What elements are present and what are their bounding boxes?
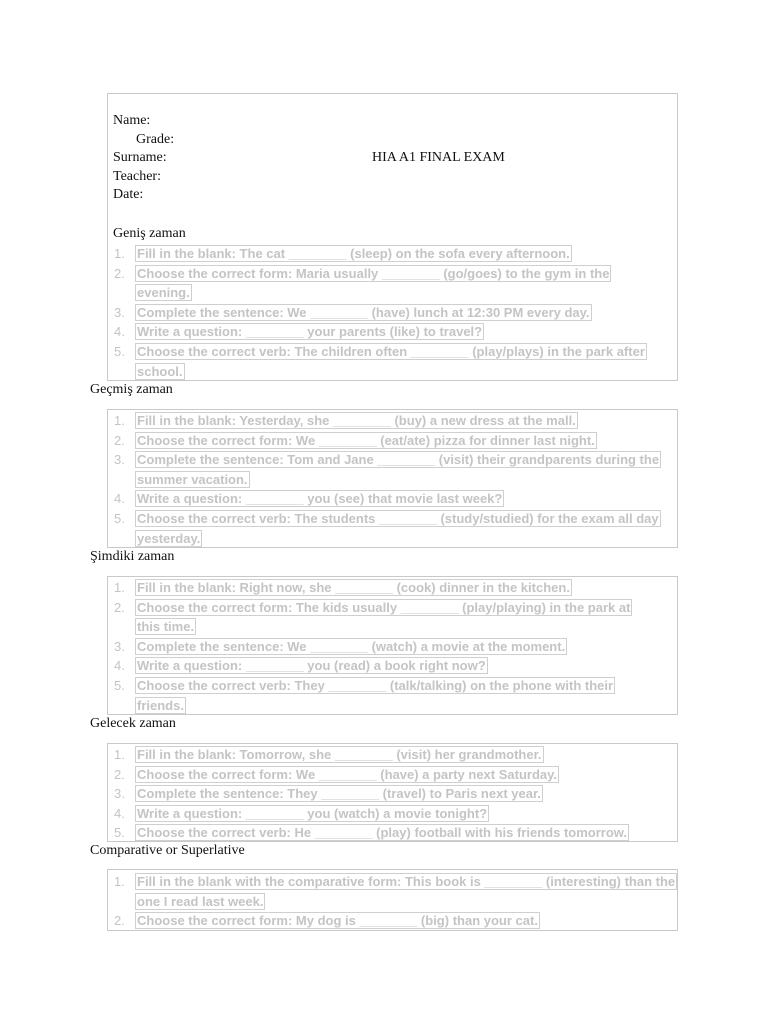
list-item: 3. Complete the sentence: We ________ (have) lunch at 12:30 PM every day. <box>114 304 590 320</box>
question-text: Fill in the blank: Yesterday, she ________ (buy) a new dress at the mall. <box>137 413 576 428</box>
date-label: Date: <box>113 187 144 202</box>
section-title-simdiki: Şimdiki zaman <box>90 549 175 564</box>
list-item: 2. Choose the correct form: My dog is ________ (big) than your cat. <box>114 913 538 929</box>
list-item: 5. Choose the correct verb: The students ________ (study/studied) for the exam all day yesterday. <box>114 510 659 546</box>
section-title-genis: Geniş zaman <box>113 226 186 241</box>
list-item: 3. Complete the sentence: They ________ (travel) to Paris next year. <box>114 786 541 802</box>
list-item: 1. Fill in the blank: Right now, she ________ (cook) dinner in the kitchen. <box>114 580 570 595</box>
question-text: Write a question: ________ your parents (like) to travel? <box>137 324 483 340</box>
list-item: 4. Write a question: ________ you (see) that movie last week? <box>114 491 503 507</box>
question-text: Fill in the blank with the comparative form: This book is ________ (interesting) than the one I read last week. <box>137 874 676 909</box>
question-text: Choose the correct verb: They ________ (talk/talking) on the phone with their friends. <box>137 677 614 713</box>
list-item: 1. Fill in the blank: Yesterday, she ________ (buy) a new dress at the mall. <box>114 413 576 428</box>
section-title-gecmis: Geçmiş zaman <box>90 382 173 397</box>
section-title-gelecek: Gelecek zaman <box>90 716 176 731</box>
list-item: 2. Choose the correct form: We ________ (eat/ate) pizza for dinner last night. <box>114 432 595 448</box>
teacher-label: Teacher: <box>113 169 161 184</box>
list-item: 2. Choose the correct form: The kids usually ________ (play/playing) in the park at this time. <box>114 599 631 635</box>
question-list-simdiki <box>108 578 678 715</box>
list-item: 4. Write a question: ________ your parents (like) to travel? <box>114 324 483 340</box>
question-text: Choose the correct form: We ________ (eat/ate) pizza for dinner last night. <box>137 432 595 448</box>
list-item: 2. Choose the correct form: Maria usually ________ (go/goes) to the gym in the evening. <box>114 265 610 301</box>
question-text: Choose the correct form: Maria usually ________ (go/goes) to the gym in the evening. <box>137 265 610 301</box>
section-frame-simdiki <box>107 576 678 715</box>
section-title-comparative: Comparative or Superlative <box>90 843 245 858</box>
exam-header-frame <box>107 93 678 381</box>
list-item: 1. Fill in the blank with the comparative form: This book is ________ (interesting) than the one I read last week. <box>114 874 676 909</box>
question-list-genis <box>108 244 678 381</box>
name-label: Name: <box>113 113 151 128</box>
question-text: Complete the sentence: Tom and Jane ________ (visit) their grandparents during the summer vacation. <box>137 452 660 487</box>
question-text: Complete the sentence: We ________ (watch) a movie at the moment. <box>137 638 566 654</box>
list-item: 1. Fill in the blank: Tomorrow, she ________ (visit) her grandmother. <box>114 747 542 762</box>
section-frame-gecmis <box>107 409 678 548</box>
list-item: 5. Choose the correct verb: He ________ (play) football with his friends tomorrow. <box>114 825 628 841</box>
question-text: Choose the correct form: We ________ (have) a party next Saturday. <box>137 766 558 782</box>
question-text: Choose the correct verb: He ________ (play) football with his friends tomorrow. <box>137 825 628 841</box>
list-item: 2. Choose the correct form: We ________ (have) a party next Saturday. <box>114 766 558 782</box>
list-item: 3. Complete the sentence: We ________ (watch) a movie at the moment. <box>114 638 566 654</box>
question-text: Fill in the blank: Right now, she ________ (cook) dinner in the kitchen. <box>137 580 570 595</box>
question-text: Choose the correct form: The kids usually ________ (play/playing) in the park at this time. <box>137 599 631 635</box>
list-item: 4. Write a question: ________ you (read) a book right now? <box>114 658 486 674</box>
question-text: Fill in the blank: Tomorrow, she ________ (visit) her grandmother. <box>137 747 542 762</box>
list-item: 4. Write a question: ________ you (watch) a movie tonight? <box>114 805 488 821</box>
question-text: Write a question: ________ you (watch) a movie tonight? <box>137 805 488 821</box>
question-text: Write a question: ________ you (see) that movie last week? <box>137 491 503 507</box>
question-list-gecmis <box>108 411 678 548</box>
question-list-comparative <box>108 872 678 931</box>
question-text: Fill in the blank: The cat ________ (sleep) on the sofa every afternoon. <box>137 246 570 261</box>
question-text: Write a question: ________ you (read) a book right now? <box>137 658 486 674</box>
grade-label: Grade: <box>136 132 175 147</box>
list-item: 3. Complete the sentence: Tom and Jane ________ (visit) their grandparents during the summer vacation. <box>114 452 660 487</box>
list-item: 5. Choose the correct verb: They ________ (talk/talking) on the phone with their friends. <box>114 677 614 713</box>
question-text: Complete the sentence: We ________ (have) lunch at 12:30 PM every day. <box>137 304 590 320</box>
question-text: Choose the correct verb: The children often ________ (play/plays) in the park after school. <box>137 343 645 379</box>
question-text: Complete the sentence: They ________ (travel) to Paris next year. <box>137 786 541 802</box>
question-list-gelecek <box>108 745 678 842</box>
list-item: 5. Choose the correct verb: The children often ________ (play/plays) in the park after school. <box>114 343 645 379</box>
section-frame-gelecek <box>107 743 678 842</box>
surname-label: Surname: <box>113 150 167 165</box>
exam-title: HIA A1 FINAL EXAM <box>372 150 505 165</box>
question-text: Choose the correct verb: The students ________ (study/studied) for the exam all day yesterday. <box>137 510 659 546</box>
section-frame-comparative <box>107 869 678 931</box>
list-item: 1. Fill in the blank: The cat ________ (sleep) on the sofa every afternoon. <box>114 246 570 261</box>
question-text: Choose the correct form: My dog is ________ (big) than your cat. <box>137 913 538 929</box>
